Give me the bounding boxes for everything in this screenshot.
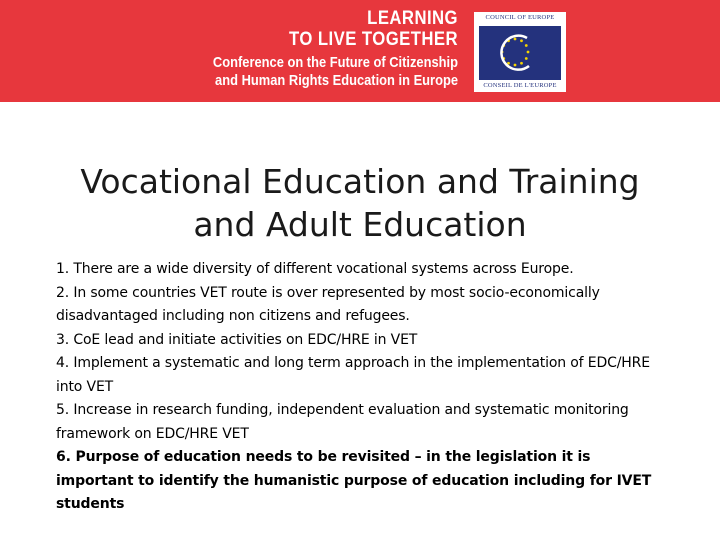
council-of-europe-logo — [474, 12, 566, 92]
conference-title — [173, 8, 458, 90]
star-icon — [527, 51, 530, 54]
logo-text-en: COUNCIL OF EUROPE — [485, 14, 555, 21]
banner-line-hre: and Human Rights Education in Europe — [215, 72, 458, 89]
points-list — [56, 258, 668, 517]
stars-emblem-icon — [479, 26, 561, 80]
slide-title — [60, 160, 660, 246]
point-1: 1. There are a wide diversity of different vocational systems across Europe. — [56, 261, 574, 277]
logo-emblem — [479, 26, 561, 80]
star-icon — [514, 38, 517, 41]
star-icon — [514, 64, 517, 67]
banner-line-conference: Conference on the Future of Citizenship — [212, 54, 458, 71]
point-6: 6. Purpose of education needs to be revisited – in the legislation it is important to identify the humanistic purpose of education including for IVET students — [56, 449, 652, 512]
header-banner — [0, 0, 720, 102]
star-icon — [525, 57, 528, 60]
logo-text-fr: CONSEIL DE L'EUROPE — [483, 82, 557, 89]
star-icon — [525, 44, 528, 47]
banner-line-live-together: TO LIVE TOGETHER — [288, 29, 458, 50]
point-4: 4. Implement a systematic and long term approach in the implementation of EDC/HRE into VET — [56, 355, 650, 395]
star-icon — [520, 62, 523, 65]
point-3: 3. CoE lead and initiate activities on EDC/HRE in VET — [56, 331, 418, 348]
title-line-1: Vocational Education and Training — [80, 162, 640, 201]
title-line-2: and Adult Education — [193, 205, 527, 244]
point-5: 5. Increase in research funding, independent evaluation and systematic monitoring framework on EDC/HRE VET — [56, 402, 629, 442]
point-2: 2. In some countries VET route is over represented by most socio-economically disadvantaged including non citizens and refugees. — [56, 284, 600, 324]
star-icon — [520, 39, 523, 42]
banner-line-learning: LEARNING — [367, 8, 458, 29]
